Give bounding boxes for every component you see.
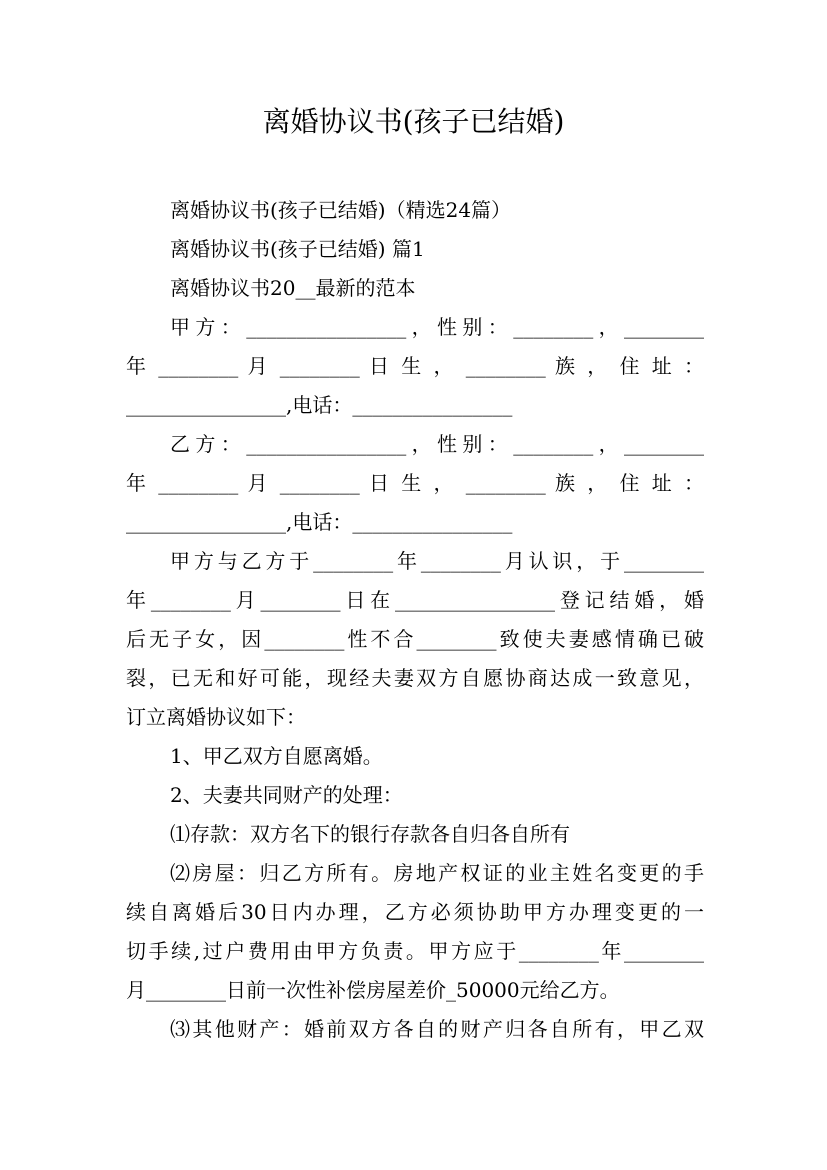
paragraph-line: 订立离婚协议如下： — [126, 705, 306, 729]
paragraph-line: 年 ________ 月 ________ 日 生 ， ________ 族 ， 住 址 ： — [126, 354, 704, 378]
paragraph-line: ⑶其他财产：婚前双方各自的财产归各自所有，甲乙双 — [170, 1017, 704, 1041]
paragraph-line: 后无子女，因________性不合________致使夫妻感情确已破 — [126, 627, 704, 651]
paragraph-line: ________________,电话：________________ — [126, 510, 513, 534]
paragraph-line: 年________月________日在________________登记结婚，婚 — [126, 588, 704, 612]
paragraph-line: 年 ________ 月 ________ 日 生 ， ________ 族 ， 住 址 ： — [126, 471, 704, 495]
paragraph-line: 甲方与乙方于________年________月认识，于________ — [170, 549, 704, 573]
paragraph-line: 2、夫妻共同财产的处理： — [170, 783, 403, 807]
paragraph-line: ⑵房屋：归乙方所有。房地产权证的业主姓名变更的手 — [170, 861, 704, 885]
paragraph-line: 离婚协议书(孩子已结婚) 篇1 — [170, 237, 425, 261]
paragraph-line: 乙方：________________，性别：________，________ — [170, 432, 704, 456]
paragraph-line: 月________日前一次性补偿房屋差价_50000元给乙方。 — [126, 978, 620, 1002]
paragraph-line: 离婚协议书20__最新的范本 — [170, 276, 416, 300]
paragraph-line: 1、甲乙双方自愿离婚。 — [170, 744, 383, 768]
paragraph-line: 裂，已无和好可能，现经夫妻双方自愿协商达成一致意见， — [126, 666, 704, 690]
paragraph-line: 切手续,过户费用由甲方负责。甲方应于________年________ — [126, 939, 704, 963]
document-title: 离婚协议书(孩子已结婚) — [262, 105, 565, 138]
paragraph-line: 甲方：________________，性别：________，________ — [170, 315, 704, 339]
paragraph-line: 离婚协议书(孩子已结婚)（精选24篇） — [170, 198, 512, 222]
paragraph-line: ________________,电话：________________ — [126, 393, 513, 417]
paragraph-line: ⑴存款：双方名下的银行存款各自归各自所有 — [170, 822, 570, 846]
paragraph-line: 续自离婚后30日内办理，乙方必须协助甲方办理变更的一 — [126, 900, 704, 924]
